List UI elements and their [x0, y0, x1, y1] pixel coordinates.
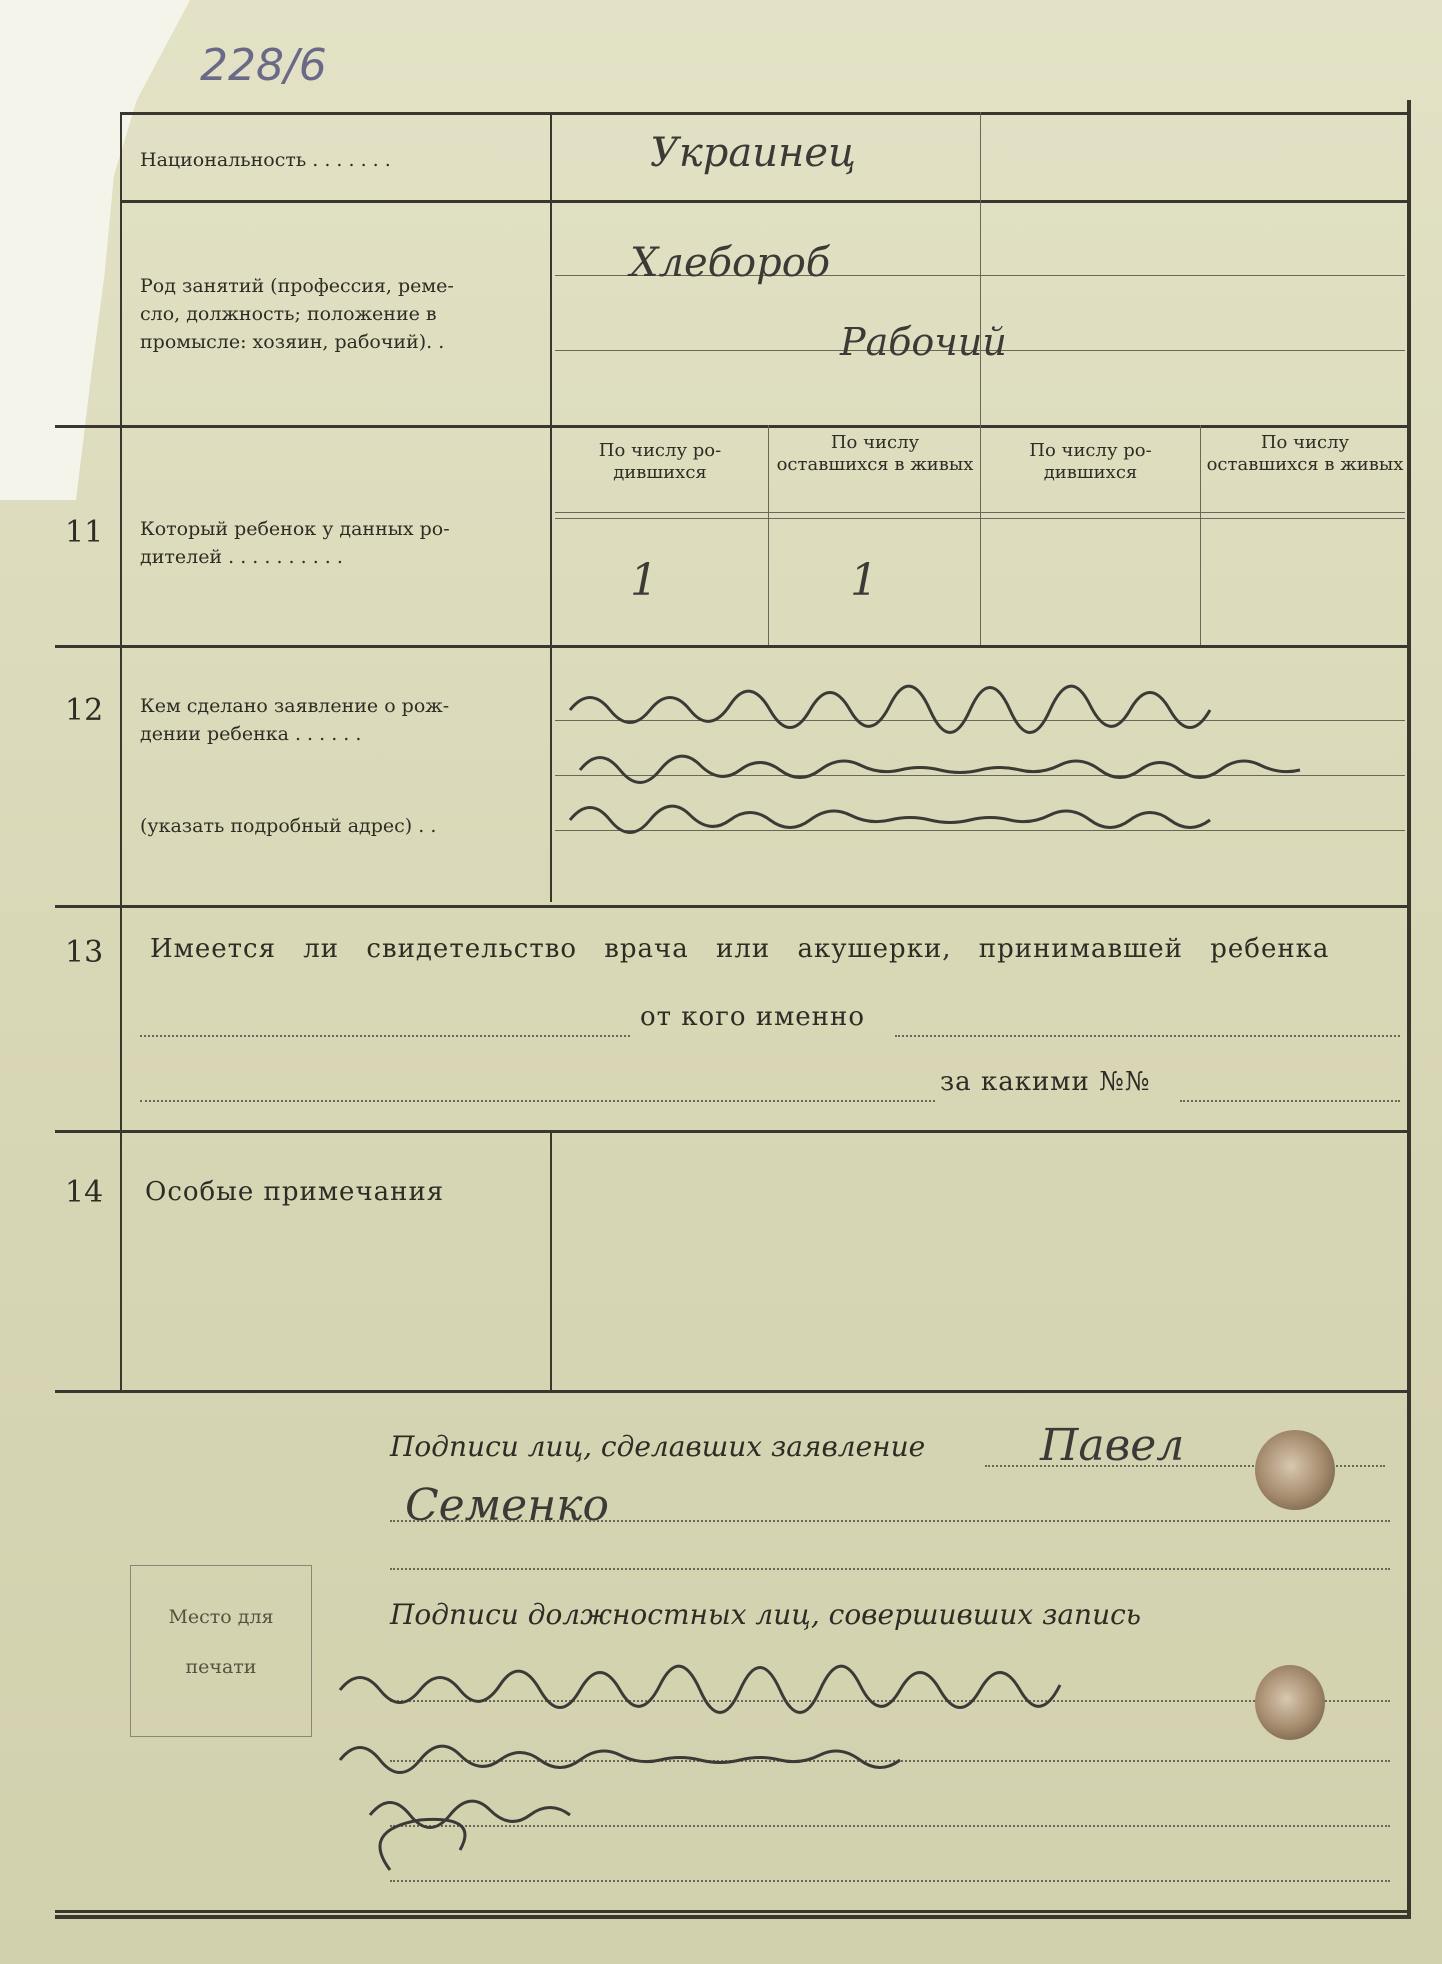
row-11-number: 11: [65, 515, 104, 550]
occupation-value-1: Хлебороб: [630, 240, 831, 286]
occupation-label-line2: сло, должность; положение в: [140, 303, 437, 325]
row-12-handwritten-applicant: [560, 670, 1400, 840]
stamp-place-box: [130, 1565, 312, 1737]
row-11-value-born: 1: [630, 555, 658, 606]
col-header-born-2: По числу ро-дившихся: [1029, 440, 1152, 483]
row-12-number: 12: [65, 693, 104, 728]
officials-signature-label: Подписи должностных лиц, совершивших запись: [390, 1598, 1142, 1631]
row-12-address-note: (указать подробный адрес) . .: [140, 815, 437, 837]
applicant-name-1: Павел: [1040, 1420, 1185, 1471]
col-header-alive-2: По числу оставшихся в живых: [1206, 432, 1404, 475]
row-14-label: Особые примечания: [145, 1177, 445, 1207]
row-13-number: 13: [65, 935, 104, 970]
wax-seal-lower: [1255, 1665, 1325, 1740]
col-header-alive-1: По числу оставшихся в живых: [776, 432, 974, 475]
officials-handwritten-signatures: [330, 1640, 1230, 1880]
stamp-place-line1: Место для: [168, 1606, 274, 1628]
row-11-label-line2: дителей . . . . . . . . . .: [140, 546, 343, 568]
row-11-label-line1: Который ребенок у данных ро-: [140, 518, 450, 540]
nationality-label: Национальность . . . . . . .: [140, 149, 391, 171]
row-13-question: Имеется ли свидетельство врача или акушерки, принимавшей ребенка: [150, 934, 1330, 964]
stamp-place-line2: печати: [185, 1656, 257, 1678]
row-13-from-whom: от кого именно: [640, 1002, 865, 1032]
occupation-label-line1: Род занятий (профессия, реме-: [140, 275, 454, 297]
occupation-label-line3: промысле: хозяин, рабочий). .: [140, 331, 445, 353]
row-13-numbers: за какими №№: [940, 1067, 1151, 1097]
folio-number: 228/6: [200, 40, 327, 91]
col-header-born-1: По числу ро-дившихся: [598, 440, 722, 483]
wax-seal-upper: [1255, 1430, 1335, 1510]
nationality-value: Украинец: [650, 130, 856, 176]
row-12-label-line1: Кем сделано заявление о рож-: [140, 695, 450, 717]
occupation-value-2: Рабочий: [840, 320, 1007, 364]
row-11-value-alive: 1: [850, 555, 878, 606]
row-12-label-line2: дении ребенка . . . . . .: [140, 723, 362, 745]
row-14-number: 14: [65, 1175, 104, 1210]
applicants-signature-label: Подписи лиц, сделавших заявление: [390, 1430, 926, 1463]
applicant-name-2: Семенко: [405, 1480, 609, 1531]
